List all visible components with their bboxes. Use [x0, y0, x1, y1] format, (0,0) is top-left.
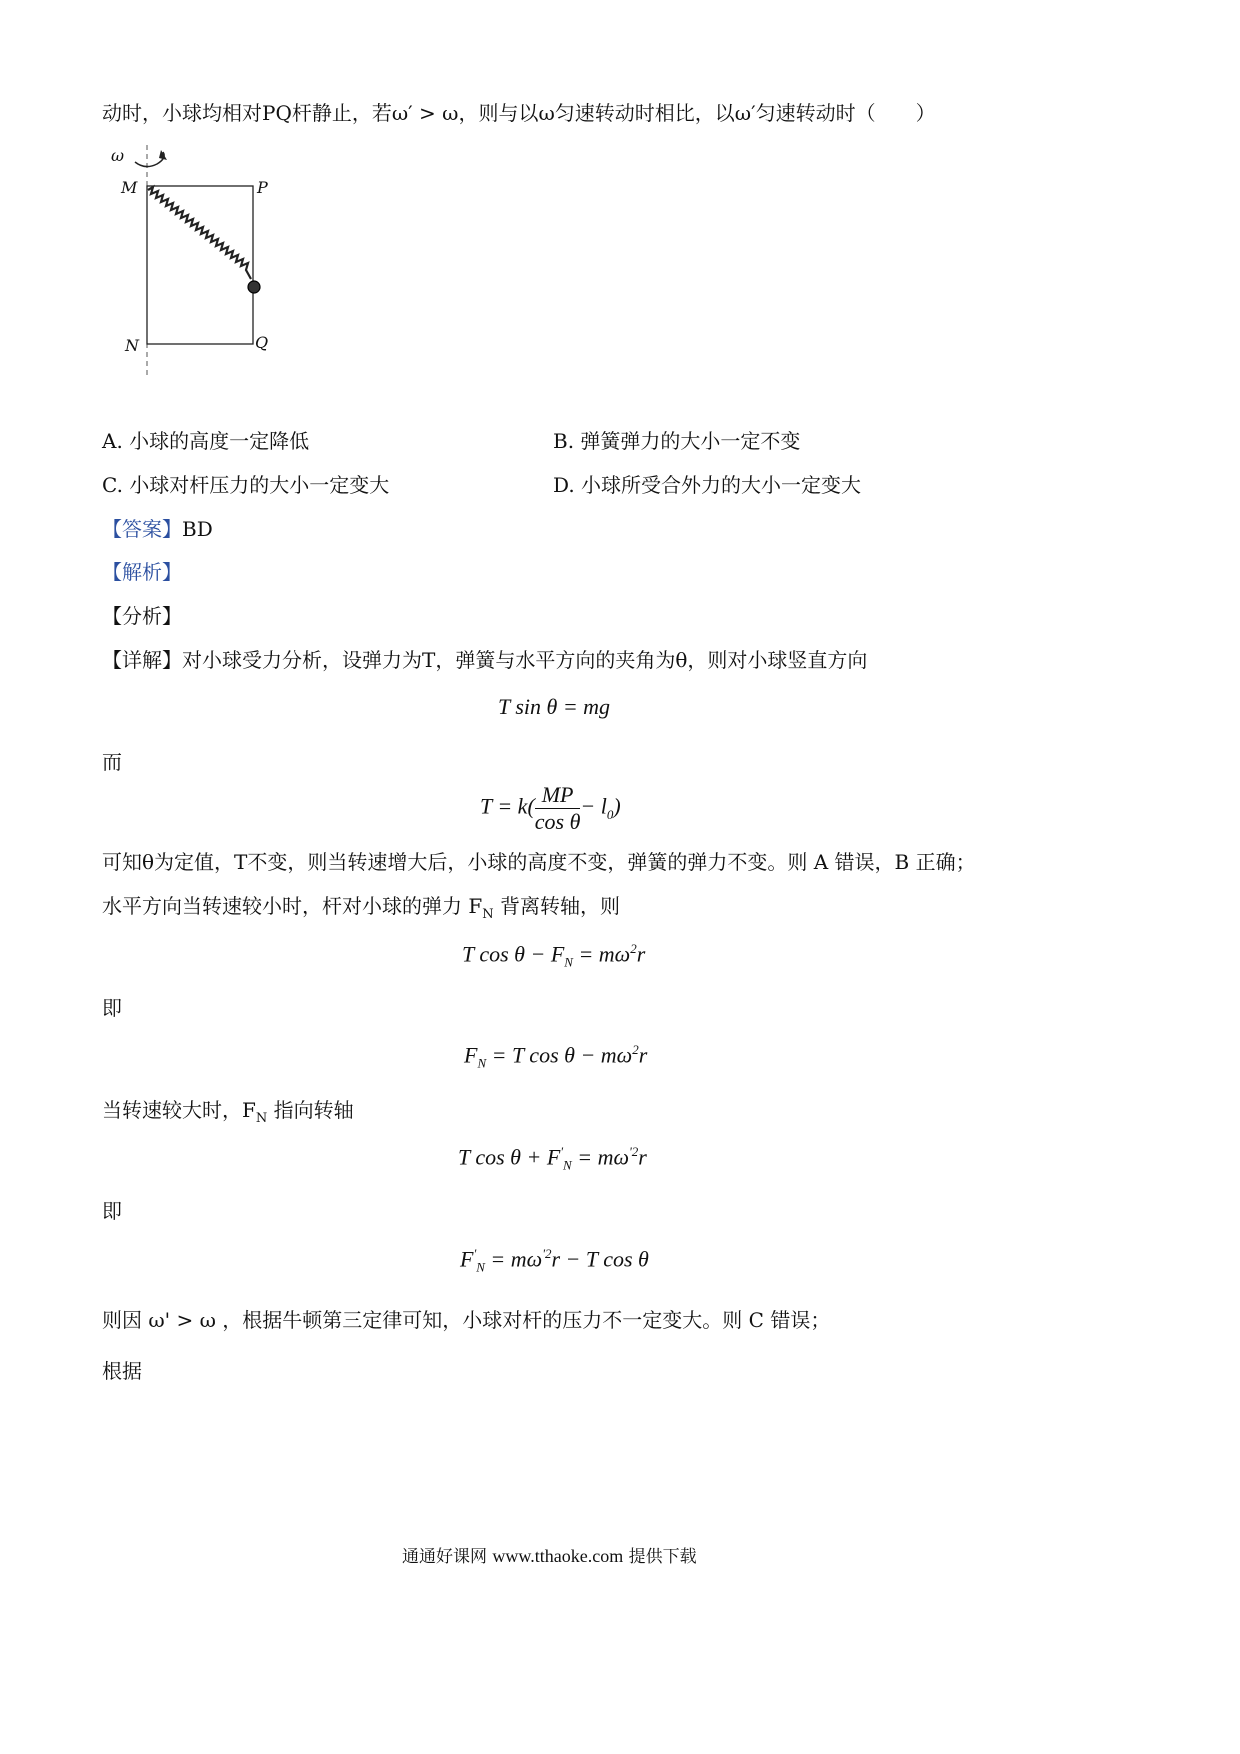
eq4-sub: N [477, 1055, 487, 1071]
footer-site-name: 通通好课网 [402, 1547, 487, 1567]
equation-4 [464, 1042, 647, 1072]
footer-url-link[interactable]: www.tthaoke.com [492, 1546, 624, 1566]
eq6-sub: N [476, 1259, 485, 1275]
xiangjie-line [102, 646, 867, 674]
paragraph-3 [102, 1096, 354, 1133]
eq6-end: r − T cos θ [551, 1246, 649, 1272]
p3-tail: 指向转轴 [267, 1098, 354, 1122]
arrowhead-icon [159, 150, 167, 160]
frame-rect [147, 186, 253, 344]
footer-download: 提供下载 [628, 1547, 697, 1567]
eq2-right: − l [580, 793, 607, 819]
p2-tail: 背离转轴，则 [493, 894, 620, 918]
eq4-sup: 2 [632, 1042, 639, 1057]
equation-5 [458, 1144, 647, 1174]
eq4-end: r [638, 1042, 648, 1068]
eq3-tail: = mω [572, 941, 631, 967]
p2-sub: N [482, 907, 494, 922]
eq5-tail: = mω [571, 1144, 629, 1170]
equation-6 [460, 1246, 649, 1276]
ball [248, 281, 260, 293]
paragraph-4: 则因 ω' > ω ，根据牛顿第三定律可知，小球对杆的压力不一定变大。则 C 错误； [102, 1308, 831, 1332]
xiangjie-text: 对小球受力分析，设弹力为T，弹簧与水平方向的夹角为θ，则对小球竖直方向 [182, 648, 868, 672]
eq5-prime: ' [560, 1144, 564, 1159]
equation-1: T sin θ = mg [498, 694, 611, 719]
eq2-subscript: 0 [606, 806, 614, 822]
label-M: M [121, 178, 138, 197]
text-ji-1: 即 [102, 996, 122, 1020]
spring [148, 187, 251, 279]
fenxi-label: 【分析】 [102, 604, 182, 628]
equation-3 [462, 941, 645, 971]
eq5-end: r [638, 1144, 647, 1170]
option-a: A. 小球的高度一定降低 [102, 429, 310, 453]
answer-value: BD [182, 517, 213, 541]
eq2-numerator: MP [535, 782, 581, 809]
option-d: D. 小球所受合外力的大小一定变大 [553, 473, 862, 497]
answer-line [102, 515, 213, 543]
eq3-sub: N [564, 954, 573, 970]
label-omega: ω [111, 146, 125, 165]
eq6-prime: ' [473, 1246, 477, 1261]
footer [402, 1542, 697, 1567]
eq4-main: F [464, 1042, 478, 1068]
rotation-arrow-icon [135, 152, 164, 167]
label-Q: Q [255, 333, 269, 352]
p3-text: 当转速较大时，F [102, 1098, 256, 1122]
eq6-tail: = mω [484, 1246, 543, 1272]
eq5-sub: N [563, 1157, 572, 1173]
eq5-main: T cos θ + F [458, 1144, 561, 1170]
option-c: C. 小球对杆压力的大小一定变大 [102, 473, 390, 497]
eq2-denominator: cos θ [534, 809, 581, 834]
eq4-tail: = T cos θ − mω [486, 1042, 633, 1068]
answer-label: 【答案】 [102, 517, 182, 541]
rotating-frame-figure [105, 140, 305, 380]
p3-sub: N [255, 1111, 268, 1126]
option-b: B. 弹簧弹力的大小一定不变 [553, 429, 801, 453]
xiangjie-label: 【详解】 [102, 648, 182, 672]
label-N: N [125, 336, 139, 355]
eq3-main: T cos θ − F [462, 941, 565, 967]
eq3-sup: 2 [630, 941, 637, 956]
p2-text: 水平方向当转速较小时，杆对小球的弹力 F [102, 894, 483, 918]
question-line: 动时，小球均相对PQ杆静止，若ω′ > ω，则与以ω匀速转动时相比，以ω′匀速转动时（ ） [102, 101, 936, 125]
paragraph-1: 可知θ为定值，T不变，则当转速增大后，小球的高度不变，弹簧的弹力不变。则 A 错误，B 正确； [102, 850, 976, 874]
eq2-fraction [535, 782, 581, 835]
eq6-sup: '2 [542, 1246, 552, 1261]
paragraph-5: 根据 [102, 1359, 142, 1383]
label-P: P [257, 178, 268, 197]
eq3-end: r [636, 941, 646, 967]
paragraph-2 [102, 892, 620, 929]
text-er: 而 [102, 750, 122, 774]
eq5-sup: '2 [629, 1144, 639, 1159]
eq2-close: ) [613, 793, 621, 819]
text-ji-2: 即 [102, 1199, 122, 1223]
eq6-main: F [460, 1246, 474, 1272]
eq2-left: T = k( [480, 793, 535, 819]
jiexi-label: 【解析】 [102, 560, 182, 584]
equation-2 [480, 782, 621, 835]
